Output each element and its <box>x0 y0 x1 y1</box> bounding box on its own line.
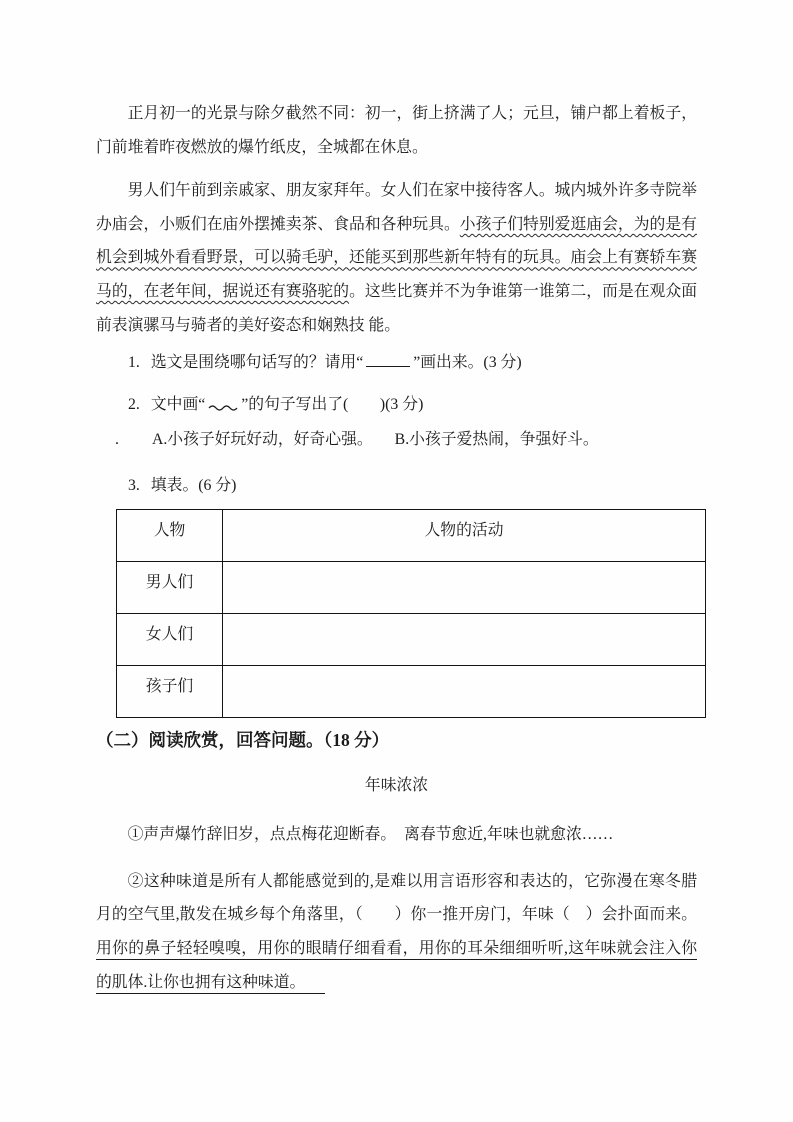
question-1-text: 选文是围绕哪句话写的？请用“ <box>150 354 364 372</box>
table-row <box>117 561 706 613</box>
question-2-text: 文中画“ <box>150 395 206 413</box>
table-header-activity: 人物的活动 <box>223 509 706 561</box>
essay-paragraph-1: ①声声爆竹辞旧岁，点点梅花迎断春。 离春节愈近,年味也就愈浓…… <box>127 826 614 844</box>
question-1 <box>96 346 697 380</box>
stray-dot: . <box>115 431 119 449</box>
question-3 <box>96 469 697 503</box>
question-3-number: 3. <box>128 476 140 494</box>
passage1-para2-text: 男人们午前到亲戚家、朋友家拜年。女人们在家中接待客人。城内城外许多寺院举办庙会，小贩们在庙外摆摊卖茶、食品和各种玩具。 <box>96 182 697 233</box>
passage1-paragraph-2 <box>96 174 697 342</box>
question-1-text-end: ”画出来。(3 分) <box>413 354 522 372</box>
page-content <box>96 97 697 999</box>
passage1-para2-wavy-underlined-text: 小孩子们特别爱逛庙会，为的是有机会到城外看看野景，可以骑毛驴，还能买到那些新年特有的玩具。庙会上有赛轿车赛马的，在老年间，据说还有赛骆驼的 <box>96 215 697 300</box>
question-2-number: 2. <box>128 395 140 413</box>
table-answer-cell <box>223 561 706 613</box>
option-a: A.小孩子好玩好动，好奇心强。 <box>151 431 373 449</box>
fill-in-table <box>116 509 706 718</box>
essay-title: 年味浓浓 <box>364 776 429 794</box>
question-1-number: 1. <box>128 354 140 372</box>
option-b: B.小孩子爱热闹，争强好斗。 <box>394 431 599 449</box>
table-header-row <box>117 509 706 561</box>
table-answer-cell <box>223 665 706 717</box>
wavy-line-icon <box>208 391 238 403</box>
question-2-text-end: ”的句子写出了( )(3 分) <box>241 395 424 413</box>
passage1-para2-text-end: 。这些比赛并不为争谁第一谁第二，而是在观众面前表演骡马与骑者的美好姿态和娴熟技 能。 <box>96 282 697 334</box>
table-row <box>117 665 706 717</box>
passage1-paragraph-1: 正月初一的光景与除夕截然不同：初一，街上挤满了人；元旦，铺户都上着板子，门前堆着昨夜燃放的爆竹纸皮，全城都在休息。 <box>96 105 697 156</box>
essay-para2-underlined-text: 用你的鼻子轻轻嗅嗅，用你的眼睛仔细看看，用你的耳朵细细听听,这年味就会注入你的肌体.让你也拥有这种味道。 <box>96 940 697 994</box>
table-header-person: 人物 <box>117 509 223 561</box>
table-row <box>117 613 706 665</box>
table-row-label: 女人们 <box>117 613 223 665</box>
table-answer-cell <box>223 613 706 665</box>
question-3-text: 填表。(6 分) <box>150 476 237 494</box>
essay-para2-text: ②这种味道是所有人都能感觉到的,是难以用言语形容和表达的，它弥漫在寒冬腊月的空气里,散发在城乡每个角落里，（ ）你一推开房门，年味（ ）会扑面而来。 <box>96 872 697 924</box>
question-2-options <box>96 423 697 457</box>
essay-paragraph-2 <box>96 865 697 999</box>
answer-blank-line <box>366 353 410 367</box>
table-row-label: 孩子们 <box>117 665 223 717</box>
section-2-heading: （二）阅读欣赏，回答问题。（18 分） <box>96 729 390 750</box>
question-2 <box>96 388 697 422</box>
table-row-label: 男人们 <box>117 561 223 613</box>
